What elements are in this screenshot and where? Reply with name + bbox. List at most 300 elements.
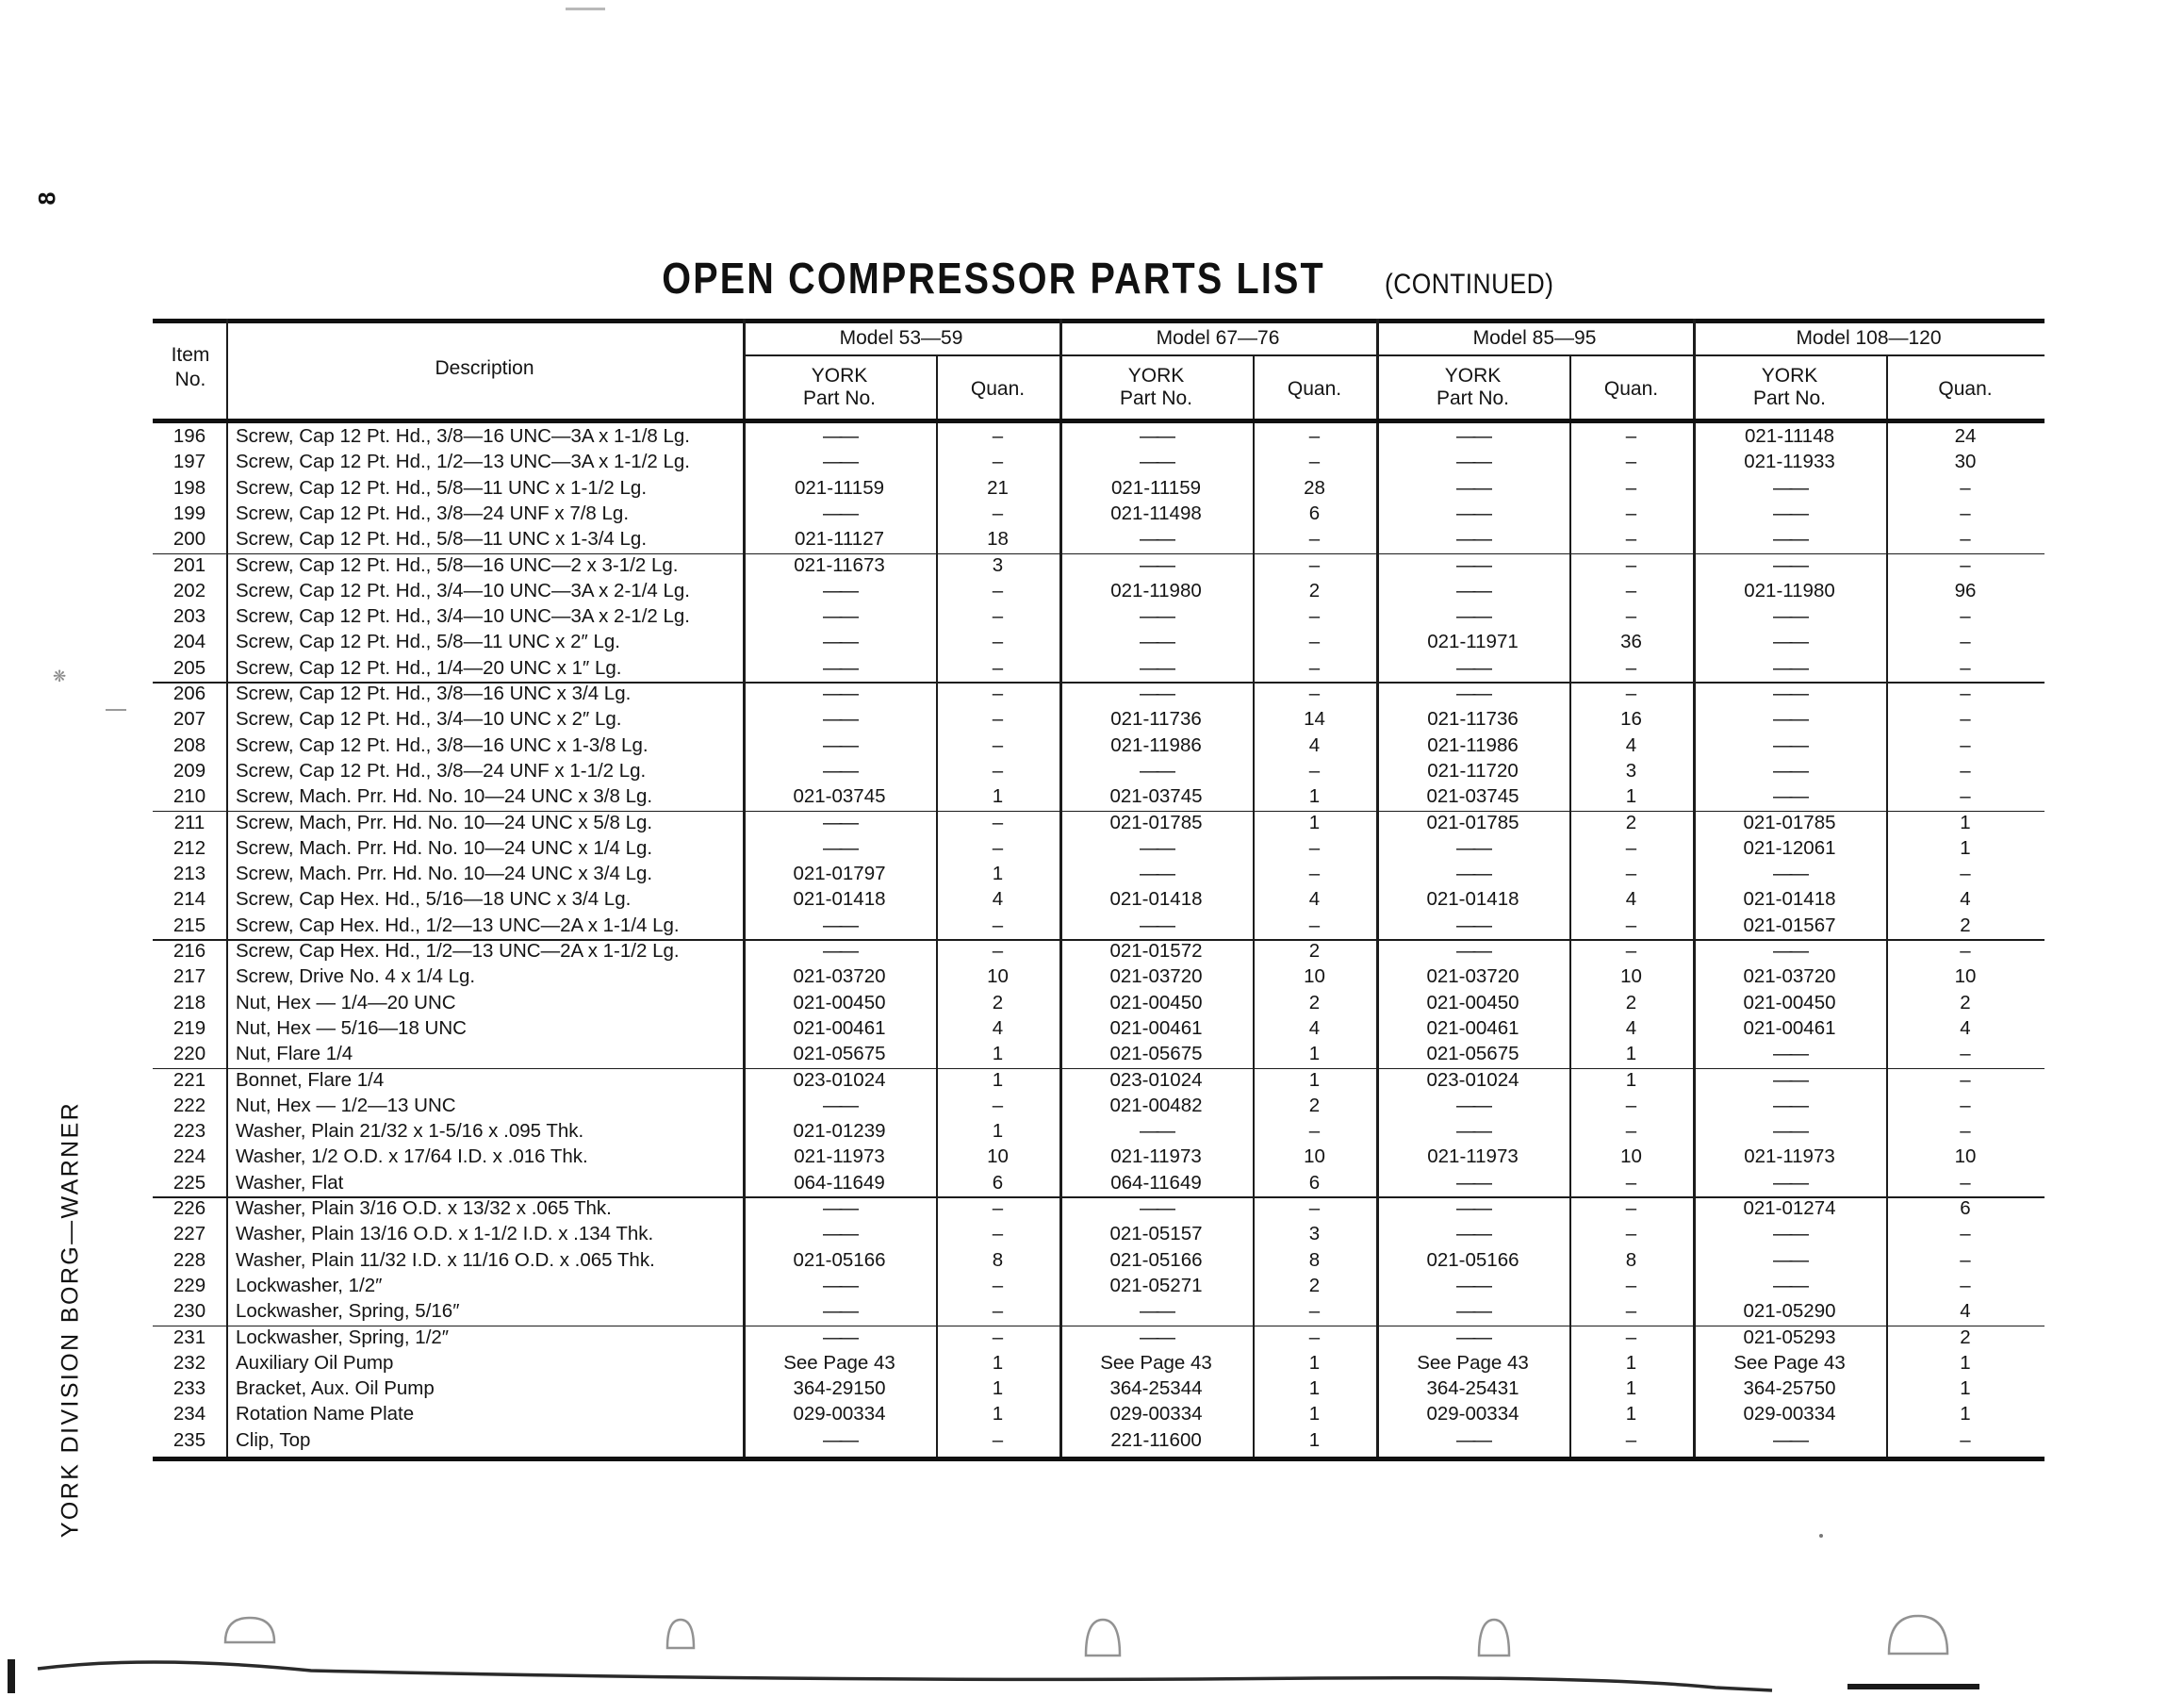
cell-quantity-model-85-95: – bbox=[1625, 1300, 1637, 1323]
cell-quantity-model-67-76: 1 bbox=[1308, 1351, 1321, 1374]
table-row bbox=[153, 1427, 2044, 1453]
cell-part-no-model-67-76: 021-11973 bbox=[1110, 1145, 1202, 1168]
cell-part-no-model-85-95: —— bbox=[1456, 863, 1489, 885]
cell-part-no-model-108-120: —— bbox=[1773, 528, 1806, 551]
cell-part-no-model-67-76: 021-00482 bbox=[1109, 1094, 1203, 1116]
cell-part-no-model-67-76: —— bbox=[1140, 1120, 1173, 1143]
cell-quantity-model-67-76: 1 bbox=[1308, 811, 1321, 833]
cell-part-no-model-67-76: —— bbox=[1140, 914, 1173, 936]
cell-quantity-model-67-76: – bbox=[1308, 683, 1321, 704]
binder-hole-shadow-3 bbox=[1086, 1620, 1120, 1656]
cell-part-no-model-108-120: See Page 43 bbox=[1733, 1351, 1846, 1374]
cell-item-no: 196 bbox=[172, 425, 206, 447]
cell-quantity-model-85-95: 8 bbox=[1625, 1248, 1637, 1271]
cell-quantity-model-85-95: – bbox=[1625, 1223, 1637, 1245]
cell-item-no: 212 bbox=[172, 836, 206, 859]
cell-quantity-model-85-95: – bbox=[1625, 451, 1637, 473]
cell-part-no-model-85-95: —— bbox=[1456, 1428, 1489, 1451]
cell-item-no: 218 bbox=[172, 991, 206, 1013]
cell-quantity-model-67-76: 28 bbox=[1304, 476, 1325, 499]
cell-quantity-model-67-76: – bbox=[1308, 914, 1321, 936]
cell-quantity-model-85-95: – bbox=[1625, 1120, 1637, 1143]
cell-part-no-model-53-59: 021-11973 bbox=[794, 1145, 885, 1168]
cell-part-no-model-67-76: —— bbox=[1140, 863, 1173, 885]
cell-quantity-model-53-59: – bbox=[992, 656, 1004, 679]
table-row bbox=[153, 1067, 2044, 1093]
cell-part-no-model-108-120: 021-05293 bbox=[1743, 1326, 1836, 1348]
cell-part-no-model-108-120: —— bbox=[1773, 476, 1806, 499]
cell-part-no-model-108-120: 021-11148 bbox=[1745, 425, 1834, 447]
cell-quantity-model-53-59: 1 bbox=[992, 1043, 1004, 1065]
cell-quantity-model-53-59: 1 bbox=[992, 1403, 1004, 1425]
cell-item-no: 207 bbox=[172, 708, 206, 731]
cell-part-no-model-85-95: —— bbox=[1456, 1300, 1489, 1323]
cell-part-no-model-67-76: 029-00334 bbox=[1109, 1403, 1203, 1425]
cell-part-no-model-67-76: 021-01418 bbox=[1109, 888, 1203, 911]
cell-part-no-model-108-120: 021-11973 bbox=[1744, 1145, 1835, 1168]
cell-description: Bonnet, Flare 1/4 bbox=[236, 1068, 385, 1091]
cell-item-no: 215 bbox=[172, 914, 206, 936]
cell-quantity-model-85-95: 4 bbox=[1625, 888, 1637, 911]
cell-description: Nut, Flare 1/4 bbox=[236, 1043, 353, 1065]
cell-quantity-model-53-59: – bbox=[992, 425, 1004, 447]
cell-quantity-model-53-59: – bbox=[992, 451, 1004, 473]
cell-item-no: 224 bbox=[172, 1145, 206, 1168]
cell-part-no-model-53-59: 064-11649 bbox=[794, 1171, 885, 1194]
cell-quantity-model-67-76: – bbox=[1308, 425, 1321, 447]
cell-part-no-model-85-95: —— bbox=[1456, 940, 1489, 962]
cell-quantity-model-108-120: 4 bbox=[1960, 888, 1971, 911]
cell-part-no-model-53-59: —— bbox=[823, 1274, 856, 1296]
cell-quantity-model-108-120: – bbox=[1960, 1120, 1971, 1143]
cell-part-no-model-53-59: 021-03720 bbox=[793, 965, 886, 988]
cell-quantity-model-67-76: – bbox=[1308, 553, 1321, 576]
cell-quantity-model-108-120: 1 bbox=[1960, 1377, 1971, 1400]
cell-quantity-model-108-120: – bbox=[1960, 1094, 1971, 1116]
cell-part-no-model-53-59: See Page 43 bbox=[783, 1351, 895, 1374]
cell-quantity-model-53-59: – bbox=[992, 502, 1004, 524]
cell-part-no-model-85-95: —— bbox=[1456, 1326, 1489, 1348]
cell-description: Nut, Hex — 1/4—20 UNC bbox=[236, 991, 456, 1013]
cell-part-no-model-108-120: —— bbox=[1773, 708, 1806, 731]
cell-description: Washer, Plain 11/32 I.D. x 11/16 O.D. x .065 Thk. bbox=[236, 1248, 655, 1271]
cell-quantity-model-67-76: 8 bbox=[1308, 1248, 1321, 1271]
cell-quantity-model-85-95: 2 bbox=[1625, 991, 1637, 1013]
cell-part-no-model-53-59: 023-01024 bbox=[793, 1068, 886, 1091]
cell-part-no-model-108-120: —— bbox=[1773, 863, 1806, 885]
cell-part-no-model-85-95: 364-25431 bbox=[1426, 1377, 1519, 1400]
cell-quantity-model-85-95: – bbox=[1625, 836, 1637, 859]
cell-part-no-model-85-95: —— bbox=[1456, 502, 1489, 524]
cell-part-no-model-53-59: —— bbox=[823, 683, 856, 704]
cell-part-no-model-67-76: 021-01785 bbox=[1109, 811, 1203, 833]
cell-quantity-model-85-95: 1 bbox=[1625, 1403, 1637, 1425]
cell-quantity-model-67-76: 10 bbox=[1304, 965, 1325, 988]
cell-part-no-model-108-120: 021-03720 bbox=[1743, 965, 1836, 988]
cell-part-no-model-67-76: —— bbox=[1140, 528, 1173, 551]
table-row bbox=[153, 990, 2044, 1015]
cell-quantity-model-85-95: – bbox=[1625, 1428, 1637, 1451]
cell-quantity-model-85-95: 3 bbox=[1625, 759, 1637, 782]
cell-part-no-model-53-59: —— bbox=[823, 708, 856, 731]
cell-item-no: 234 bbox=[172, 1403, 206, 1425]
cell-description: Lockwasher, Spring, 1/2″ bbox=[236, 1326, 450, 1348]
table-row bbox=[153, 578, 2044, 603]
cell-description: Screw, Cap 12 Pt. Hd., 3/8—16 UNC x 1-3/8 Lg. bbox=[236, 733, 649, 756]
cell-description: Nut, Hex — 5/16—18 UNC bbox=[236, 1016, 467, 1039]
cell-quantity-model-67-76: 2 bbox=[1308, 940, 1321, 962]
cell-part-no-model-53-59: 021-00461 bbox=[793, 1016, 886, 1039]
table-row bbox=[153, 655, 2044, 681]
binder-hole-shadow-4 bbox=[1479, 1620, 1509, 1656]
header-york-line1-1: YORK bbox=[811, 365, 868, 387]
cell-quantity-model-53-59: 4 bbox=[992, 888, 1004, 911]
cell-part-no-model-85-95: —— bbox=[1456, 656, 1489, 679]
table-row bbox=[153, 706, 2044, 732]
cell-quantity-model-108-120: 2 bbox=[1960, 991, 1971, 1013]
cell-quantity-model-67-76: 1 bbox=[1308, 1043, 1321, 1065]
cell-part-no-model-53-59: —— bbox=[823, 1300, 856, 1323]
cell-part-no-model-67-76: —— bbox=[1140, 759, 1173, 782]
cell-part-no-model-67-76: 021-05166 bbox=[1109, 1248, 1203, 1271]
cell-quantity-model-53-59: – bbox=[992, 1274, 1004, 1296]
cell-part-no-model-108-120: —— bbox=[1773, 1094, 1806, 1116]
cell-part-no-model-108-120: —— bbox=[1773, 631, 1806, 653]
cell-quantity-model-108-120: – bbox=[1960, 683, 1971, 704]
table-row bbox=[153, 681, 2044, 706]
cell-part-no-model-67-76: 021-05675 bbox=[1109, 1043, 1203, 1065]
cell-part-no-model-53-59: 364-29150 bbox=[793, 1377, 886, 1400]
cell-description: Screw, Mach. Prr. Hd. No. 10—24 UNC x 3/8 Lg. bbox=[236, 785, 653, 808]
table-row bbox=[153, 1273, 2044, 1298]
cell-description: Washer, Plain 13/16 O.D. x 1-1/2 I.D. x .134 Thk. bbox=[236, 1223, 654, 1245]
cell-part-no-model-67-76: 021-11159 bbox=[1111, 476, 1201, 499]
cell-part-no-model-85-95: See Page 43 bbox=[1417, 1351, 1529, 1374]
table-row bbox=[153, 913, 2044, 938]
cell-part-no-model-53-59: 021-03745 bbox=[793, 785, 886, 808]
cell-item-no: 203 bbox=[172, 605, 206, 628]
header-york-line2-3: Part No. bbox=[1436, 387, 1510, 409]
cell-part-no-model-67-76: 021-11498 bbox=[1110, 502, 1202, 524]
cell-part-no-model-108-120: —— bbox=[1773, 683, 1806, 704]
cell-part-no-model-53-59: —— bbox=[823, 1428, 856, 1451]
cell-description: Screw, Cap 12 Pt. Hd., 1/2—13 UNC—3A x 1-1/2 Lg. bbox=[236, 451, 690, 473]
binder-hole-shadow-2 bbox=[667, 1620, 694, 1648]
cell-description: Bracket, Aux. Oil Pump bbox=[236, 1377, 435, 1400]
header-model-group-3: Model 85—95 bbox=[1472, 327, 1597, 349]
cell-part-no-model-108-120: —— bbox=[1773, 733, 1806, 756]
table-row bbox=[153, 1195, 2044, 1221]
cell-part-no-model-53-59: 021-01239 bbox=[793, 1120, 886, 1143]
cell-item-no: 199 bbox=[172, 502, 206, 524]
cell-quantity-model-53-59: – bbox=[992, 683, 1004, 704]
cell-item-no: 227 bbox=[172, 1223, 206, 1245]
cell-quantity-model-85-95: – bbox=[1625, 553, 1637, 576]
cell-quantity-model-67-76: – bbox=[1308, 1120, 1321, 1143]
cell-quantity-model-67-76: – bbox=[1308, 759, 1321, 782]
cell-quantity-model-53-59: – bbox=[992, 1223, 1004, 1245]
table-row bbox=[153, 1401, 2044, 1426]
cell-quantity-model-85-95: 10 bbox=[1620, 1145, 1642, 1168]
cell-part-no-model-85-95: 021-11971 bbox=[1427, 631, 1519, 653]
table-row bbox=[153, 603, 2044, 629]
cell-quantity-model-67-76: 1 bbox=[1308, 1377, 1321, 1400]
cell-description: Screw, Mach. Prr. Hd. No. 10—24 UNC x 3/4 Lg. bbox=[236, 863, 653, 885]
cell-quantity-model-67-76: 6 bbox=[1308, 502, 1321, 524]
cell-quantity-model-67-76: 1 bbox=[1308, 1403, 1321, 1425]
cell-part-no-model-53-59: —— bbox=[823, 502, 856, 524]
cell-quantity-model-53-59: 18 bbox=[987, 528, 1009, 551]
cell-quantity-model-108-120: – bbox=[1960, 528, 1971, 551]
cell-quantity-model-85-95: 2 bbox=[1625, 811, 1637, 833]
cell-part-no-model-53-59: 021-11159 bbox=[795, 476, 884, 499]
cell-quantity-model-53-59: 10 bbox=[987, 1145, 1009, 1168]
page-title bbox=[0, 253, 2184, 304]
cell-item-no: 205 bbox=[172, 656, 206, 679]
cell-quantity-model-53-59: – bbox=[992, 940, 1004, 962]
cell-quantity-model-67-76: 2 bbox=[1308, 579, 1321, 601]
cell-part-no-model-67-76: 021-11980 bbox=[1110, 579, 1202, 601]
cell-description: Screw, Cap 12 Pt. Hd., 3/8—16 UNC—3A x 1-1/8 Lg. bbox=[236, 425, 690, 447]
cell-item-no: 213 bbox=[172, 863, 206, 885]
cell-quantity-model-53-59: 2 bbox=[992, 991, 1004, 1013]
cell-description: Washer, Plain 3/16 O.D. x 13/32 x .065 Thk. bbox=[236, 1197, 612, 1219]
cell-quantity-model-108-120: – bbox=[1960, 708, 1971, 731]
cell-quantity-model-67-76: – bbox=[1308, 1326, 1321, 1348]
page-title-continued: (CONTINUED) bbox=[1384, 269, 1554, 300]
cell-part-no-model-53-59: —— bbox=[823, 733, 856, 756]
cell-item-no: 228 bbox=[172, 1248, 206, 1271]
cell-part-no-model-108-120: 021-12061 bbox=[1743, 836, 1836, 859]
scan-artifact-bottom bbox=[1819, 1534, 1823, 1538]
cell-quantity-model-85-95: – bbox=[1625, 940, 1637, 962]
cell-description: Washer, Plain 21/32 x 1-5/16 x .095 Thk. bbox=[236, 1120, 584, 1143]
table-row bbox=[153, 835, 2044, 861]
cell-part-no-model-108-120: 021-01274 bbox=[1743, 1197, 1836, 1219]
cell-quantity-model-67-76: – bbox=[1308, 528, 1321, 551]
cell-part-no-model-67-76: See Page 43 bbox=[1100, 1351, 1212, 1374]
cell-quantity-model-53-59: 1 bbox=[992, 1068, 1004, 1091]
cell-part-no-model-85-95: 029-00334 bbox=[1426, 1403, 1519, 1425]
cell-part-no-model-67-76: —— bbox=[1140, 1197, 1173, 1219]
header-york-line2-4: Part No. bbox=[1752, 387, 1827, 409]
header-york-line1-3: YORK bbox=[1444, 365, 1502, 387]
page-corner-mark bbox=[8, 1659, 15, 1693]
cell-quantity-model-108-120: 4 bbox=[1960, 1300, 1971, 1323]
cell-part-no-model-108-120: —— bbox=[1773, 1068, 1806, 1091]
cell-part-no-model-53-59: —— bbox=[823, 605, 856, 628]
cell-item-no: 226 bbox=[172, 1197, 206, 1219]
page-edge-segment bbox=[1847, 1684, 1979, 1689]
cell-quantity-model-53-59: 1 bbox=[992, 785, 1004, 808]
cell-description: Washer, Flat bbox=[236, 1171, 344, 1194]
cell-description: Nut, Hex — 1/2—13 UNC bbox=[236, 1094, 456, 1116]
cell-part-no-model-108-120: —— bbox=[1773, 1248, 1806, 1271]
cell-quantity-model-108-120: – bbox=[1960, 1068, 1971, 1091]
cell-part-no-model-67-76: —— bbox=[1140, 656, 1173, 679]
cell-quantity-model-53-59: – bbox=[992, 811, 1004, 833]
cell-part-no-model-67-76: 023-01024 bbox=[1109, 1068, 1203, 1091]
table-row bbox=[153, 964, 2044, 989]
page-number: 8 bbox=[34, 191, 61, 206]
cell-description: Rotation Name Plate bbox=[236, 1403, 415, 1425]
table-row bbox=[153, 810, 2044, 835]
cell-description: Lockwasher, 1/2″ bbox=[236, 1274, 383, 1296]
cell-quantity-model-85-95: – bbox=[1625, 1326, 1637, 1348]
cell-quantity-model-108-120: – bbox=[1960, 733, 1971, 756]
cell-part-no-model-67-76: —— bbox=[1140, 1326, 1173, 1348]
cell-part-no-model-108-120: —— bbox=[1773, 940, 1806, 962]
cell-part-no-model-53-59: —— bbox=[823, 579, 856, 601]
cell-part-no-model-67-76: —— bbox=[1140, 683, 1173, 704]
cell-description: Screw, Cap 12 Pt. Hd., 1/4—20 UNC x 1″ Lg. bbox=[236, 656, 622, 679]
cell-part-no-model-67-76: —— bbox=[1140, 425, 1173, 447]
cell-quantity-model-85-95: 1 bbox=[1625, 1068, 1637, 1091]
cell-part-no-model-67-76: 021-05271 bbox=[1109, 1274, 1203, 1296]
cell-quantity-model-85-95: – bbox=[1625, 528, 1637, 551]
cell-part-no-model-67-76: —— bbox=[1140, 1300, 1173, 1323]
vrule-item-description bbox=[226, 319, 228, 419]
cell-part-no-model-53-59: 021-01797 bbox=[793, 863, 886, 885]
cell-quantity-model-85-95: – bbox=[1625, 1094, 1637, 1116]
cell-quantity-model-85-95: – bbox=[1625, 1197, 1637, 1219]
cell-quantity-model-108-120: 2 bbox=[1960, 1326, 1971, 1348]
table-row bbox=[153, 449, 2044, 474]
table-row bbox=[153, 1221, 2044, 1246]
cell-quantity-model-108-120: 2 bbox=[1960, 914, 1971, 936]
cell-part-no-model-108-120: 021-11980 bbox=[1744, 579, 1835, 601]
cell-part-no-model-85-95: —— bbox=[1456, 836, 1489, 859]
cell-part-no-model-108-120: 021-01785 bbox=[1743, 811, 1836, 833]
cell-part-no-model-53-59: 021-05166 bbox=[793, 1248, 886, 1271]
table-top-rule bbox=[153, 319, 2044, 323]
cell-part-no-model-67-76: 021-05157 bbox=[1109, 1223, 1203, 1245]
cell-part-no-model-67-76: 021-03720 bbox=[1109, 965, 1203, 988]
cell-quantity-model-85-95: – bbox=[1625, 863, 1637, 885]
cell-quantity-model-85-95: – bbox=[1625, 476, 1637, 499]
cell-quantity-model-53-59: – bbox=[992, 579, 1004, 601]
cell-quantity-model-67-76: 2 bbox=[1308, 991, 1321, 1013]
cell-item-no: 214 bbox=[172, 888, 206, 911]
cell-quantity-model-108-120: – bbox=[1960, 476, 1971, 499]
cell-item-no: 230 bbox=[172, 1300, 206, 1323]
cell-part-no-model-85-95: —— bbox=[1456, 579, 1489, 601]
page-edge-line bbox=[38, 1662, 1772, 1690]
header-item-no-line1: Item bbox=[171, 344, 210, 366]
cell-quantity-model-85-95: – bbox=[1625, 656, 1637, 679]
cell-quantity-model-108-120: 10 bbox=[1954, 1145, 1977, 1168]
cell-part-no-model-85-95: —— bbox=[1456, 476, 1489, 499]
cell-part-no-model-85-95: 021-01785 bbox=[1426, 811, 1519, 833]
cell-description: Screw, Cap 12 Pt. Hd., 3/8—24 UNF x 7/8 Lg. bbox=[236, 502, 630, 524]
cell-part-no-model-53-59: —— bbox=[823, 940, 856, 962]
cell-part-no-model-53-59: 021-01418 bbox=[793, 888, 886, 911]
cell-description: Screw, Cap 12 Pt. Hd., 3/4—10 UNC—3A x 2-1/2 Lg. bbox=[236, 605, 690, 628]
cell-part-no-model-67-76: —— bbox=[1140, 605, 1173, 628]
cell-part-no-model-67-76: —— bbox=[1140, 631, 1173, 653]
cell-quantity-model-67-76: 1 bbox=[1308, 785, 1321, 808]
cell-part-no-model-85-95: —— bbox=[1456, 1223, 1489, 1245]
cell-description: Screw, Cap 12 Pt. Hd., 5/8—11 UNC x 2″ Lg. bbox=[236, 631, 620, 653]
cell-part-no-model-85-95: 021-11736 bbox=[1427, 708, 1519, 731]
table-row bbox=[153, 938, 2044, 964]
cell-part-no-model-85-95: 021-11720 bbox=[1427, 759, 1519, 782]
cell-quantity-model-53-59: 1 bbox=[992, 1120, 1004, 1143]
cell-quantity-model-108-120: – bbox=[1960, 1248, 1971, 1271]
cell-quantity-model-53-59: – bbox=[992, 733, 1004, 756]
cell-part-no-model-67-76: 021-00450 bbox=[1109, 991, 1203, 1013]
cell-description: Screw, Drive No. 4 x 1/4 Lg. bbox=[236, 965, 476, 988]
cell-part-no-model-85-95: —— bbox=[1456, 605, 1489, 628]
cell-part-no-model-108-120: 029-00334 bbox=[1743, 1403, 1836, 1425]
binder-hole-shadow-5 bbox=[1889, 1616, 1947, 1654]
table-row bbox=[153, 1144, 2044, 1169]
cell-quantity-model-53-59: 6 bbox=[992, 1171, 1004, 1194]
cell-quantity-model-53-59: – bbox=[992, 1094, 1004, 1116]
cell-quantity-model-108-120: 1 bbox=[1960, 1351, 1971, 1374]
cell-quantity-model-67-76: – bbox=[1308, 605, 1321, 628]
header-item-no-line2: No. bbox=[174, 369, 206, 390]
cell-item-no: 204 bbox=[172, 631, 206, 653]
table-row bbox=[153, 629, 2044, 654]
cell-part-no-model-53-59: —— bbox=[823, 1326, 856, 1348]
model-group-underline bbox=[743, 354, 2044, 356]
cell-part-no-model-108-120: —— bbox=[1773, 759, 1806, 782]
cell-part-no-model-53-59: —— bbox=[823, 836, 856, 859]
cell-item-no: 197 bbox=[172, 451, 206, 473]
cell-quantity-model-85-95: – bbox=[1625, 1171, 1637, 1194]
cell-part-no-model-108-120: —— bbox=[1773, 553, 1806, 576]
cell-quantity-model-85-95: – bbox=[1625, 502, 1637, 524]
cell-quantity-model-85-95: – bbox=[1625, 683, 1637, 704]
cell-part-no-model-85-95: 023-01024 bbox=[1426, 1068, 1519, 1091]
cell-quantity-model-108-120: – bbox=[1960, 785, 1971, 808]
cell-part-no-model-108-120: —— bbox=[1773, 785, 1806, 808]
cell-quantity-model-67-76: – bbox=[1308, 656, 1321, 679]
table-row bbox=[153, 526, 2044, 552]
cell-part-no-model-85-95: 021-05675 bbox=[1426, 1043, 1519, 1065]
binder-hole-shadow-1 bbox=[225, 1618, 274, 1642]
cell-quantity-model-53-59: – bbox=[992, 759, 1004, 782]
header-quantity-1: Quan. bbox=[970, 378, 1026, 400]
header-york-line1-4: YORK bbox=[1761, 365, 1818, 387]
cell-part-no-model-53-59: —— bbox=[823, 656, 856, 679]
cell-quantity-model-108-120: – bbox=[1960, 631, 1971, 653]
cell-part-no-model-85-95: 021-05166 bbox=[1426, 1248, 1519, 1271]
cell-quantity-model-67-76: 2 bbox=[1308, 1274, 1321, 1296]
cell-item-no: 202 bbox=[172, 579, 206, 601]
cell-quantity-model-53-59: – bbox=[992, 1300, 1004, 1323]
cell-part-no-model-53-59: 029-00334 bbox=[793, 1403, 886, 1425]
header-description: Description bbox=[435, 357, 534, 379]
cell-quantity-model-85-95: 10 bbox=[1620, 965, 1642, 988]
header-york-line1-2: YORK bbox=[1127, 365, 1185, 387]
cell-part-no-model-53-59: —— bbox=[823, 1223, 856, 1245]
cell-quantity-model-85-95: 16 bbox=[1620, 708, 1642, 731]
cell-quantity-model-108-120: – bbox=[1960, 605, 1971, 628]
cell-item-no: 200 bbox=[172, 528, 206, 551]
cell-part-no-model-67-76: 021-11986 bbox=[1110, 733, 1202, 756]
cell-item-no: 216 bbox=[172, 940, 206, 962]
cell-quantity-model-108-120: 1 bbox=[1960, 1403, 1971, 1425]
scan-artifact-left-lower bbox=[106, 709, 126, 711]
scan-artifact-left-upper: ❋ bbox=[53, 667, 67, 685]
cell-quantity-model-53-59: 21 bbox=[987, 476, 1009, 499]
cell-part-no-model-85-95: —— bbox=[1456, 1171, 1489, 1194]
cell-quantity-model-53-59: 1 bbox=[992, 1377, 1004, 1400]
cell-quantity-model-53-59: – bbox=[992, 708, 1004, 731]
table-row bbox=[153, 758, 2044, 783]
